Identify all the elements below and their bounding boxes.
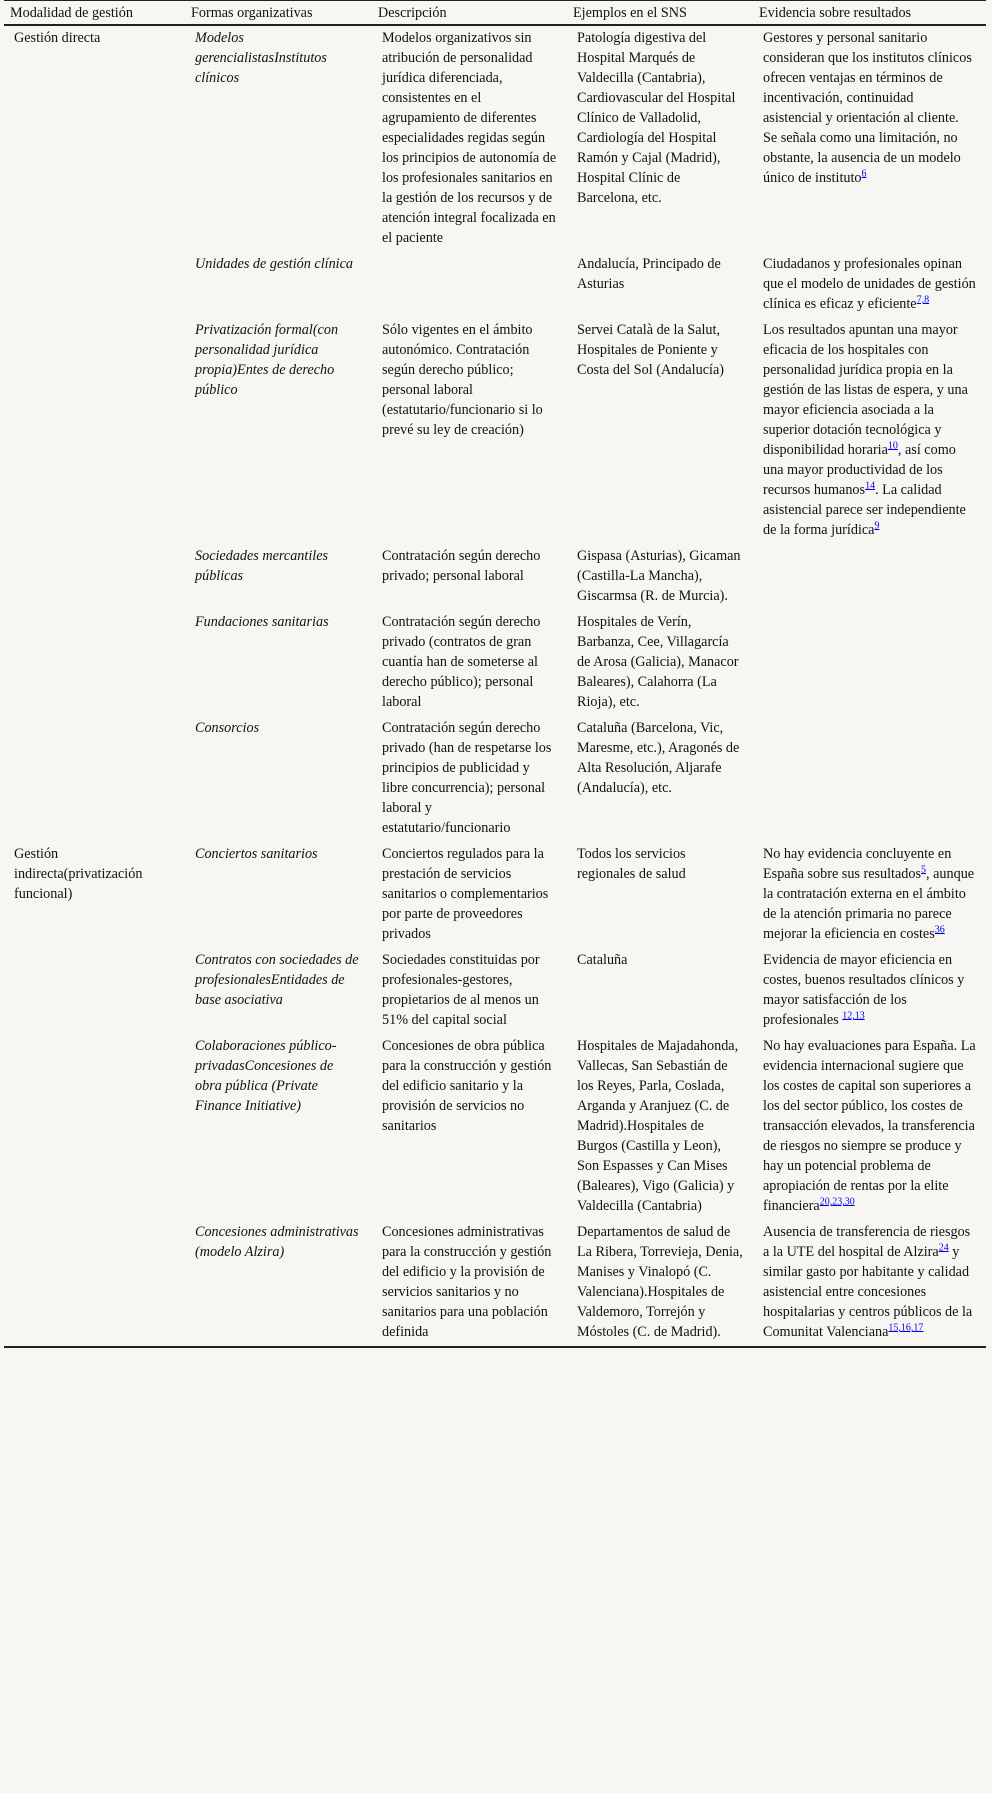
header-descripcion: Descripción bbox=[372, 1, 567, 26]
ejemplos-cell: Andalucía, Principado de Asturias bbox=[577, 256, 721, 292]
evidencia-cell bbox=[753, 716, 986, 842]
forma-cell: Colaboraciones público-privadasConcesiones de obra pública (Private Finance Initiative) bbox=[195, 1038, 337, 1114]
modality-cell: Gestión indirecta(privatización funcional) bbox=[14, 846, 143, 902]
evidencia-text: No hay evaluaciones para España. La evidencia internacional sugiere que los costes de capital son superiores a los del sector público, los costes de transacción elevados, la transferencia de riesgos no siempre se produce y hay un potencial problema de apropiación de rentas por la elite financiera bbox=[763, 1038, 976, 1214]
ejemplos-cell: Hospitales de Majadahonda, Vallecas, San Sebastián de los Reyes, Parla, Coslada, Arganda y Aranjuez (C. de Madrid).Hospitales de Burgos (Castilla y Leon), Son Espasses y Can Mises (Baleares), Vigo (Galicia) y Valdecilla (Cantabria) bbox=[577, 1038, 739, 1214]
evidencia-cell bbox=[753, 252, 986, 318]
table-row bbox=[4, 610, 986, 716]
table-row bbox=[4, 25, 986, 252]
descripcion-cell: Sociedades constituidas por profesionales-gestores, propietarios de al menos un 51% del capital social bbox=[382, 952, 540, 1028]
reference-link[interactable]: 5 bbox=[921, 864, 927, 876]
descripcion-cell: Contratación según derecho privado (contratos de gran cuantía han de someterse al derecho público); personal laboral bbox=[382, 614, 541, 710]
reference-link[interactable]: 10 bbox=[887, 440, 898, 452]
modality-cell bbox=[4, 252, 185, 318]
descripcion-cell: Concesiones de obra pública para la construcción y gestión del edificio sanitario y la provisión de servicios no sanitarios bbox=[382, 1038, 552, 1134]
descripcion-cell: Modelos organizativos sin atribución de personalidad jurídica diferenciada, consistentes en el agrupamiento de diferentes especialidades regidas según los principios de autonomía de los profesionales sanitarios en la gestión de los recursos y de atención integral focalizada en el paciente bbox=[382, 30, 557, 246]
table-row bbox=[4, 842, 986, 948]
evidencia-text: Los resultados apuntan una mayor eficacia de los hospitales con personalidad jurídica propia en la gestión de las listas de espera, y una mayor eficiencia asociada a la superior dotación tecnológica y disponibilidad horaria bbox=[763, 322, 968, 458]
evidencia-cell bbox=[753, 318, 986, 544]
table-row bbox=[4, 544, 986, 610]
ejemplos-cell: Cataluña bbox=[577, 952, 628, 968]
descripcion-cell: Conciertos regulados para la prestación de servicios sanitarios o complementarios por parte de proveedores privados bbox=[382, 846, 549, 942]
ejemplos-cell: Departamentos de salud de La Ribera, Torrevieja, Denia, Manises y Vinalopó (C. Valenciana).Hospitales de Valdemoro, Torrejón y Móstoles (C. de Madrid). bbox=[567, 1220, 753, 1347]
evidencia-cell bbox=[753, 948, 986, 1034]
evidencia-text: Ausencia de transferencia de riesgos a la UTE del hospital de Alzira bbox=[763, 1224, 971, 1260]
ejemplos-cell: Todos los servicios regionales de salud bbox=[577, 846, 686, 882]
descripcion-cell: Sólo vigentes en el ámbito autonómico. Contratación según derecho público; personal laboral (estatutario/funcionario si lo prevé su ley de creación) bbox=[382, 322, 543, 438]
evidencia-cell bbox=[753, 544, 986, 610]
evidencia-text: , aunque la contratación externa en el ámbito de la atención primaria no parece mejorar la eficiencia en costes bbox=[763, 866, 975, 942]
table-row bbox=[4, 318, 986, 544]
management-models-table bbox=[4, 0, 986, 1348]
modality-cell bbox=[4, 948, 185, 1034]
forma-cell: Privatización formal(con personalidad jurídica propia)Entes de derecho público bbox=[195, 322, 339, 398]
forma-cell: Sociedades mercantiles públicas bbox=[195, 548, 329, 584]
ejemplos-cell: Patología digestiva del Hospital Marqués de Valdecilla (Cantabria), Cardiovascular del Hospital Clínico de Valladolid, Cardiología del Hospital Ramón y Cajal (Madrid), Hospital Clínic de Barcelona, etc. bbox=[577, 30, 736, 206]
evidencia-text: Ciudadanos y profesionales opinan que el modelo de unidades de gestión clínica es eficaz y eficiente bbox=[763, 256, 976, 312]
modality-cell bbox=[4, 1034, 185, 1220]
table-row bbox=[4, 1220, 986, 1347]
reference-link[interactable]: 6 bbox=[861, 168, 867, 180]
evidencia-text: y similar gasto por habitante y calidad asistencial entre concesiones hospitalarias y centros públicos de la Comunitat Valenciana bbox=[763, 1244, 973, 1340]
table-row bbox=[4, 716, 986, 842]
descripcion-cell: Contratación según derecho privado (han de respetarse los principios de publicidad y libre concurrencia); personal laboral y estatutario/funcionario bbox=[382, 720, 552, 836]
evidencia-cell bbox=[753, 1034, 986, 1220]
forma-cell: Unidades de gestión clínica bbox=[195, 256, 354, 272]
modality-cell bbox=[4, 1220, 185, 1347]
ejemplos-cell: Servei Català de la Salut, Hospitales de Poniente y Costa del Sol (Andalucía) bbox=[577, 322, 724, 378]
evidencia-cell bbox=[753, 25, 986, 252]
forma-cell: Modelos gerencialistasInstitutos clínicos bbox=[195, 30, 327, 86]
modality-cell bbox=[4, 610, 185, 716]
forma-cell: Conciertos sanitarios bbox=[195, 846, 318, 862]
forma-cell: Fundaciones sanitarias bbox=[195, 614, 329, 630]
ejemplos-cell: Hospitales de Verín, Barbanza, Cee, Villagarcía de Arosa (Galicia), Manacor Baleares), Calahorra (La Rioja), etc. bbox=[577, 614, 739, 710]
header-ejemplos: Ejemplos en el SNS bbox=[567, 1, 753, 26]
evidencia-text: Evidencia de mayor eficiencia en costes, buenos resultados clínicos y mayor satisfacción de los profesionales bbox=[763, 952, 965, 1028]
reference-link[interactable]: 24 bbox=[938, 1242, 949, 1254]
evidencia-text: . La calidad asistencial parece ser independiente de la forma jurídica bbox=[763, 482, 966, 538]
evidencia-text: Gestores y personal sanitario consideran que los institutos clínicos ofrecen ventajas en términos de incentivación, continuidad asistencial y orientación al cliente. Se señala como una limitación, no obstante, la ausencia de un modelo único de instituto bbox=[763, 30, 972, 186]
reference-link[interactable]: 36 bbox=[934, 924, 945, 936]
reference-link[interactable]: 7,8 bbox=[916, 294, 930, 306]
header-row bbox=[4, 1, 986, 26]
forma-cell: Contratos con sociedades de profesionalesEntidades de base asociativa bbox=[195, 952, 359, 1008]
evidencia-cell bbox=[753, 1220, 986, 1347]
forma-cell: Consorcios bbox=[195, 720, 260, 736]
reference-link[interactable]: 15,16,17 bbox=[888, 1322, 924, 1334]
reference-link[interactable]: 20,23,30 bbox=[819, 1196, 855, 1208]
evidencia-cell bbox=[753, 842, 986, 948]
descripcion-cell bbox=[372, 252, 567, 318]
reference-link[interactable]: 12,13 bbox=[842, 1010, 865, 1022]
modality-cell: Gestión directa bbox=[14, 30, 101, 46]
descripcion-cell: Contratación según derecho privado; personal laboral bbox=[382, 548, 541, 584]
reference-link[interactable]: 14 bbox=[865, 480, 876, 492]
evidencia-cell bbox=[753, 610, 986, 716]
header-formas: Formas organizativas bbox=[185, 1, 372, 26]
reference-link[interactable]: 9 bbox=[874, 520, 880, 532]
evidencia-text: , así como una mayor productividad de los recursos humanos bbox=[763, 442, 956, 498]
table-row bbox=[4, 252, 986, 318]
descripcion-cell: Concesiones administrativas para la construcción y gestión del edificio y la provisión de servicios sanitarios y no sanitarios para una población definida bbox=[372, 1220, 567, 1347]
forma-cell: Concesiones administrativas (modelo Alzira) bbox=[185, 1220, 372, 1347]
header-modalidad: Modalidad de gestión bbox=[4, 1, 185, 26]
table-row bbox=[4, 948, 986, 1034]
modality-cell bbox=[4, 544, 185, 610]
ejemplos-cell: Cataluña (Barcelona, Vic, Maresme, etc.), Aragonés de Alta Resolución, Aljarafe (Andalucía), etc. bbox=[577, 720, 740, 796]
modality-cell bbox=[4, 318, 185, 544]
header-evidencia: Evidencia sobre resultados bbox=[753, 1, 986, 26]
table-row bbox=[4, 1034, 986, 1220]
modality-cell bbox=[4, 716, 185, 842]
ejemplos-cell: Gispasa (Asturias), Gicaman (Castilla-La Mancha), Giscarmsa (R. de Murcia). bbox=[577, 548, 741, 604]
evidencia-text: No hay evidencia concluyente en España sobre sus resultados bbox=[763, 846, 952, 882]
